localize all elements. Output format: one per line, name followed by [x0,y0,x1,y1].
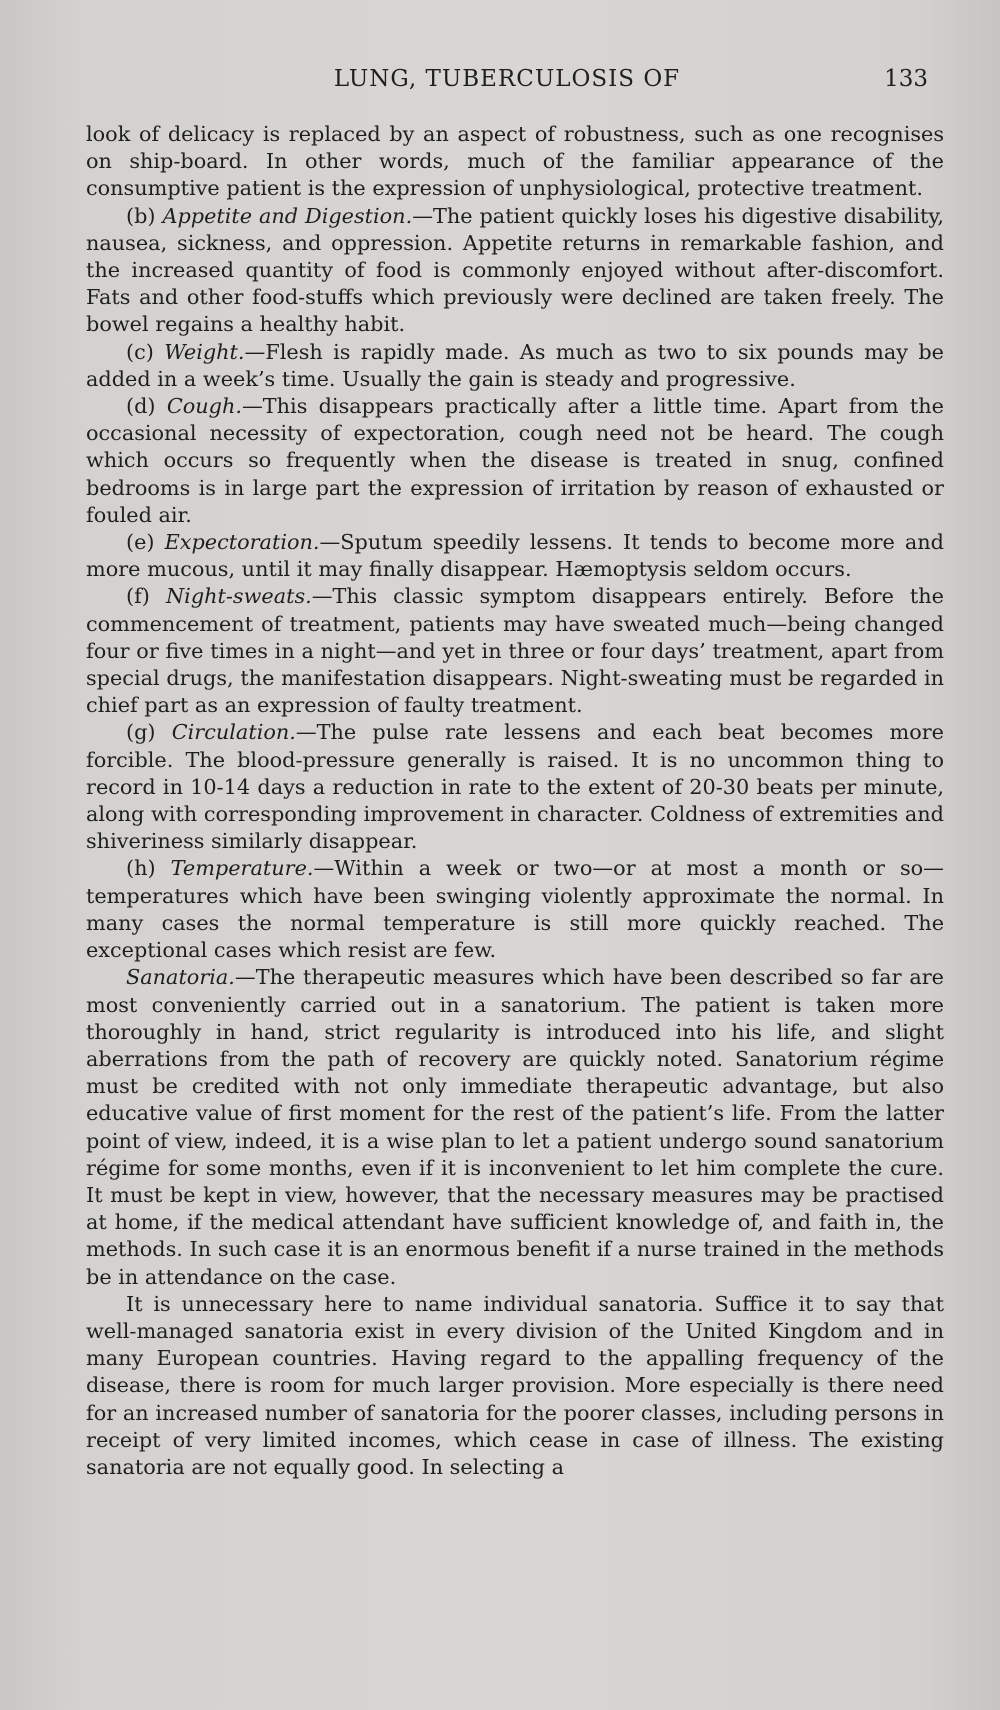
page-number: 133 [884,66,928,92]
paragraph-weight [86,339,944,393]
paragraph-appetite [86,203,944,339]
body-text [86,121,944,1481]
paragraph-sanatoria [86,964,944,1290]
paragraph-continuation [86,121,944,203]
paragraph-text: —The patient quickly loses his digestive disability, nausea, sickness, and oppression. Appetite returns in remarkable fashion, and the increased quantity of food is commonly enjoyed without after-discomfort. Fats and other food-stuffs which previously were declined are taken freely. The bowel regains a healthy habit. [86,203,944,337]
section-heading: Night-sweats. [165,584,312,609]
paragraph-text: —The pulse rate lessens and each beat becomes more forcible. The blood-pressure generally is raised. It is no uncommon thing to record in 10-14 days a reduction in rate to the extent of 20-30 beats per minute, along with corresponding improvement in character. Coldness of extremities and shiveriness similarly disappear. [86,720,944,854]
paragraph-text: —Within a week or two—or at most a month or so—temperatures which have been swinging violently approximate the normal. In many cases the normal temperature is still more quickly reached. The exceptional cases which resist are few. [86,856,944,963]
paragraph-text: —The therapeutic measures which have been described so far are most conveniently carried out in a sanatorium. The patient is taken more thoroughly in hand, strict regularity is introduced into his life, and slight aberrations from the path of recovery are quickly noted. Sanatorium régime must be credited with not only immediate therapeutic advantage, but also educative value of first moment for the rest of the patient’s life. From the latter point of view, indeed, it is a wise plan to let a patient undergo sound sanatorium régime for some months, even if it is inconvenient to let him complete the cure. It must be kept in view, however, that the necessary measures may be practised at home, if the medical attendant have sufficient knowledge of, and faith in, the methods. In such case it is an enormous benefit if a nurse trained in the methods be in attendance on the case. [86,965,944,1289]
running-title: LUNG, TUBERCULOSIS OF [333,66,681,92]
paragraph-text: look of delicacy is replaced by an aspect of robustness, such as one recognises on ship-board. In other words, much of the familiar appearance of the consumptive patient is the expression of unphysiological, protective treatment. [86,122,944,201]
section-heading: Sanatoria. [126,965,235,990]
paragraph-text: —This disappears practically after a little time. Apart from the occasional necessity of expectoration, cough need not be heard. The cough which occurs so frequently when the disease is treated in snug, confined bedrooms is in large part the expression of irritation by reason of exhausted or fouled air. [86,394,944,527]
paragraph-unnecessary [86,1291,944,1481]
paragraph-night-sweats [86,583,944,719]
section-heading: Cough. [166,394,242,419]
paragraph-cough [86,393,944,529]
item-label: (b) [126,203,156,228]
paragraph-text: —This classic symptom disappears entirely. Before the commencement of treatment, patients may have sweated much—being changed four or five times in a night—and yet in three or four days’ treatment, apart from special drugs, the manifestation disappears. Night-sweating must be regarded in chief part as an expression of faulty treatment. [86,584,944,718]
section-heading: Appetite and Digestion. [162,203,413,228]
paragraph-temperature [86,855,944,964]
paragraph-circulation [86,719,944,855]
paragraph-expectoration [86,529,944,583]
paragraph-text: —Flesh is rapidly made. As much as two to six pounds may be added in a week’s time. Usually the gain is steady and progressive. [86,339,944,391]
item-label: (h) [126,856,156,881]
paragraph-text: It is unnecessary here to name individual sanatoria. Suffice it to say that well-managed sanatoria exist in every division of the United Kingdom and in many European countries. Having regard to the appalling frequency of the disease, there is room for much larger provision. More especially is there need for an increased number of sanatoria for the poorer classes, including persons in receipt of very limited incomes, which cease in case of illness. The existing sanatoria are not equally good. In selecting a [86,1291,944,1479]
item-label: (f) [126,584,150,609]
section-heading: Expectoration. [164,530,320,555]
running-header [86,66,928,100]
item-label: (g) [126,720,156,745]
item-label: (d) [126,394,156,419]
section-heading: Temperature. [170,856,314,881]
paragraph-text: —Sputum speedily lessens. It tends to become more and more mucous, until it may finally disappear. Hæmoptysis seldom occurs. [86,530,944,582]
item-label: (c) [126,339,154,364]
section-heading: Circulation. [171,720,296,745]
item-label: (e) [126,530,155,555]
section-heading: Weight. [164,339,245,364]
